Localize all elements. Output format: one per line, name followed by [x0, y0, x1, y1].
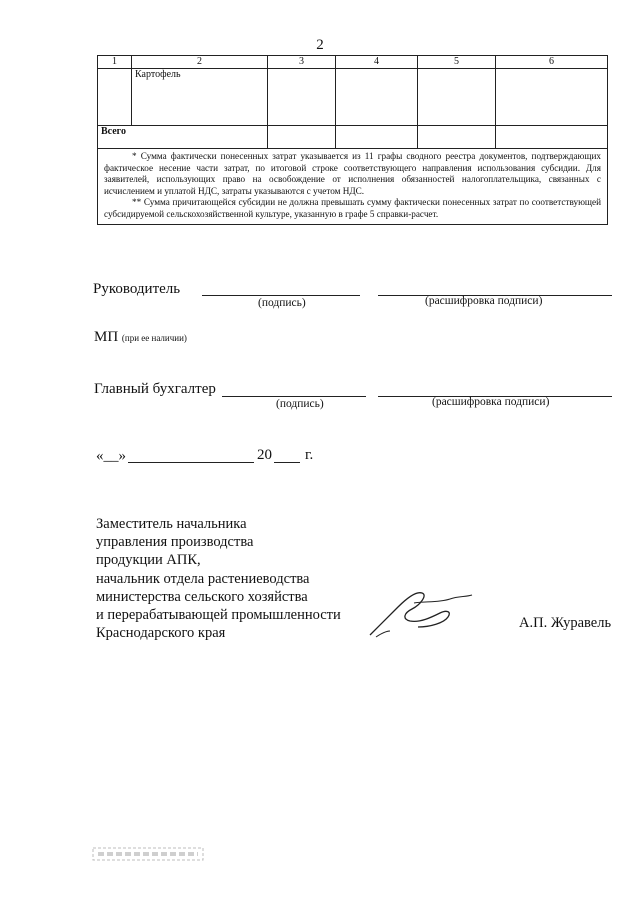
mp-block [94, 329, 187, 346]
table-cell [418, 126, 496, 149]
data-table [97, 55, 608, 225]
head-decode-caption: (расшифровка подписи) [425, 295, 543, 307]
footnotes [98, 149, 608, 225]
date-year-prefix: 20 [257, 447, 272, 463]
table-cell [336, 69, 418, 126]
accountant-decode-caption: (расшифровка подписи) [432, 396, 550, 408]
table-cell [268, 126, 336, 149]
approval-block [96, 515, 341, 642]
faded-stamp [92, 846, 204, 862]
footnote-1: * Сумма фактически понесенных затрат указывается из 11 графы сводного реестра документов, подтверждающих фактическое несение части затрат, по итоговой строке соответствующего направления использования субсидии. Для заявителей, использующих право на освобождение от исполнения обязанностей налогоплательщика, связанных с исчислением и уплатой НДС, затраты указываются с учетом НДС. [104, 151, 601, 196]
column-header: 2 [132, 56, 268, 69]
approval-line: продукции АПК, [96, 552, 201, 569]
approval-line: управления производства [96, 534, 254, 551]
table-row [98, 69, 608, 126]
table-cell [418, 69, 496, 126]
date-open: «__» [96, 448, 126, 464]
column-header: 5 [418, 56, 496, 69]
table-cell [98, 69, 132, 126]
total-row [98, 126, 608, 149]
accountant-signature-caption: (подпись) [276, 398, 324, 410]
page-number: 2 [316, 37, 324, 53]
table-cell [268, 69, 336, 126]
table-cell [496, 69, 608, 126]
notes-row [98, 149, 608, 225]
mp-label: МП [94, 329, 119, 345]
date-month-line[interactable] [128, 462, 254, 463]
approval-line: Краснодарского края [96, 625, 226, 642]
table-cell [496, 126, 608, 149]
head-label: Руководитель [93, 281, 181, 297]
column-header: 3 [268, 56, 336, 69]
accountant-label: Главный бухгалтер [94, 381, 216, 397]
date-year-line[interactable] [274, 462, 300, 463]
table-cell [336, 126, 418, 149]
approval-line: начальник отдела растениеводства [96, 570, 310, 587]
approval-line: Заместитель начальника [96, 516, 247, 532]
approval-line: и перерабатывающей промышленности [96, 607, 341, 624]
mp-note: (при ее наличии) [121, 333, 187, 343]
column-header: 1 [98, 56, 132, 69]
column-header: 4 [336, 56, 418, 69]
handwritten-signature [368, 587, 478, 643]
date-suffix: г. [305, 447, 314, 463]
approval-line: министерства сельского хозяйства [96, 588, 308, 605]
accountant-signature-line[interactable] [222, 396, 366, 397]
table-header-row [98, 56, 608, 69]
crop-name-cell: Картофель [132, 69, 268, 126]
signatory-name: А.П. Журавель [519, 615, 612, 631]
head-signature-caption: (подпись) [258, 297, 306, 309]
head-signature-line[interactable] [202, 295, 360, 296]
column-header: 6 [496, 56, 608, 69]
total-label: Всего [98, 126, 268, 149]
footnote-2: ** Сумма причитающейся субсидии не должна превышать сумму фактически понесенных затрат по соответствующей субсидируемой сельскохозяйственной культуре, указанную в графе 5 справки-расчет. [104, 197, 601, 219]
